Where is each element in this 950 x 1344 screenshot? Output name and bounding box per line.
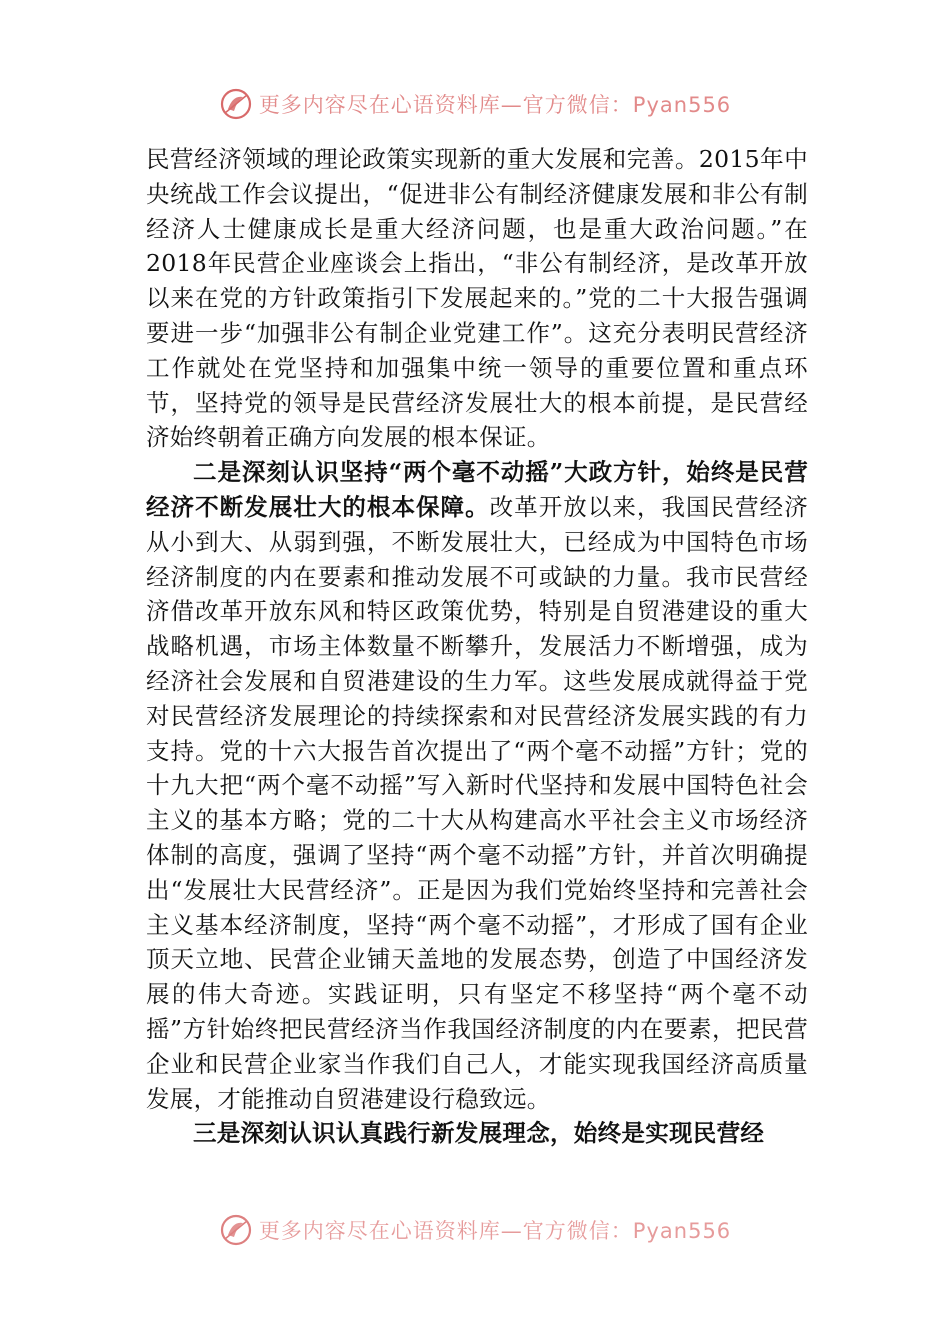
paragraph-3-heading: 三是深刻认识认真践行新发展理念，始终是实现民营经: [193, 1119, 765, 1148]
watermark-header-text: 更多内容尽在心语资料库—官方微信：Pyan556: [258, 93, 732, 117]
paragraph-2-body: 改革开放以来，我国民营经济从小到大、从弱到强，不断发展壮大，已经成为中国特色市场经济制度的内在要素和推动发展不可或缺的力量。我市民营经济借改革开放东风和特区政策优势，特别是自贸港建设的重大战略机遇，市场主体数量不断攀升，发展活力不断增强，成为经济社会发展和自贸港建设的生力军。这些发展成就得益于党对民营经济发展理论的持续探索和对民营经济发展实践的有力支持。党的十六大报告首次提出了“两个毫不动摇”方针；党的十九大把“两个毫不动摇”写入新时代坚持和发展中国特色社会主义的基本方略；党的二十大从构建高水平社会主义市场经济体制的高度，强调了坚持“两个毫不动摇”方针，并首次明确提出“发展壮大民营经济”。正是因为我们党始终坚持和完善社会主义基本经济制度，坚持“两个毫不动摇”，才形成了国有企业顶天立地、民营企业铺天盖地的发展态势，创造了中国经济发展的伟大奇迹。实践证明，只有坚定不移坚持“两个毫不动摇”方针始终把民营经济当作我国经济制度的内在要素，把民营企业和民营企业家当作我们自己人，才能实现我国经济高质量发展，才能推动自贸港建设行稳致远。: [146, 492, 808, 1113]
watermark-header: [0, 84, 950, 124]
seal-logo-icon: [219, 1213, 253, 1247]
paragraph-1: 民营经济领域的理论政策实现新的重大发展和完善。2015年中央统战工作会议提出，“促进非公有制经济健康发展和非公有制经济人士健康成长是重大经济问题，也是重大政治问题。”在2018年民营企业座谈会上指出，“非公有制经济，是改革开放以来在党的方针政策指引下发展起来的。”党的二十大报告强调要进一步“加强非公有制企业党建工作”。这充分表明民营经济工作就处在党坚持和加强集中统一领导的重要位置和重点环节，坚持党的领导是民营经济发展壮大的根本前提，是民营经济始终朝着正确方向发展的根本保证。: [146, 145, 808, 452]
paragraph-3: [146, 1116, 808, 1151]
paragraph-2: [146, 455, 808, 1116]
paragraph-2-heading: 二是深刻认识坚持“两个毫不动摇”大政方针，始终是民营经济不断发展壮大的根本保障。: [146, 458, 808, 521]
seal-logo-icon: [219, 87, 253, 121]
watermark-footer: [0, 1210, 950, 1250]
document-body: [146, 142, 808, 1151]
watermark-footer-text: 更多内容尽在心语资料库—官方微信：Pyan556: [258, 1219, 732, 1243]
